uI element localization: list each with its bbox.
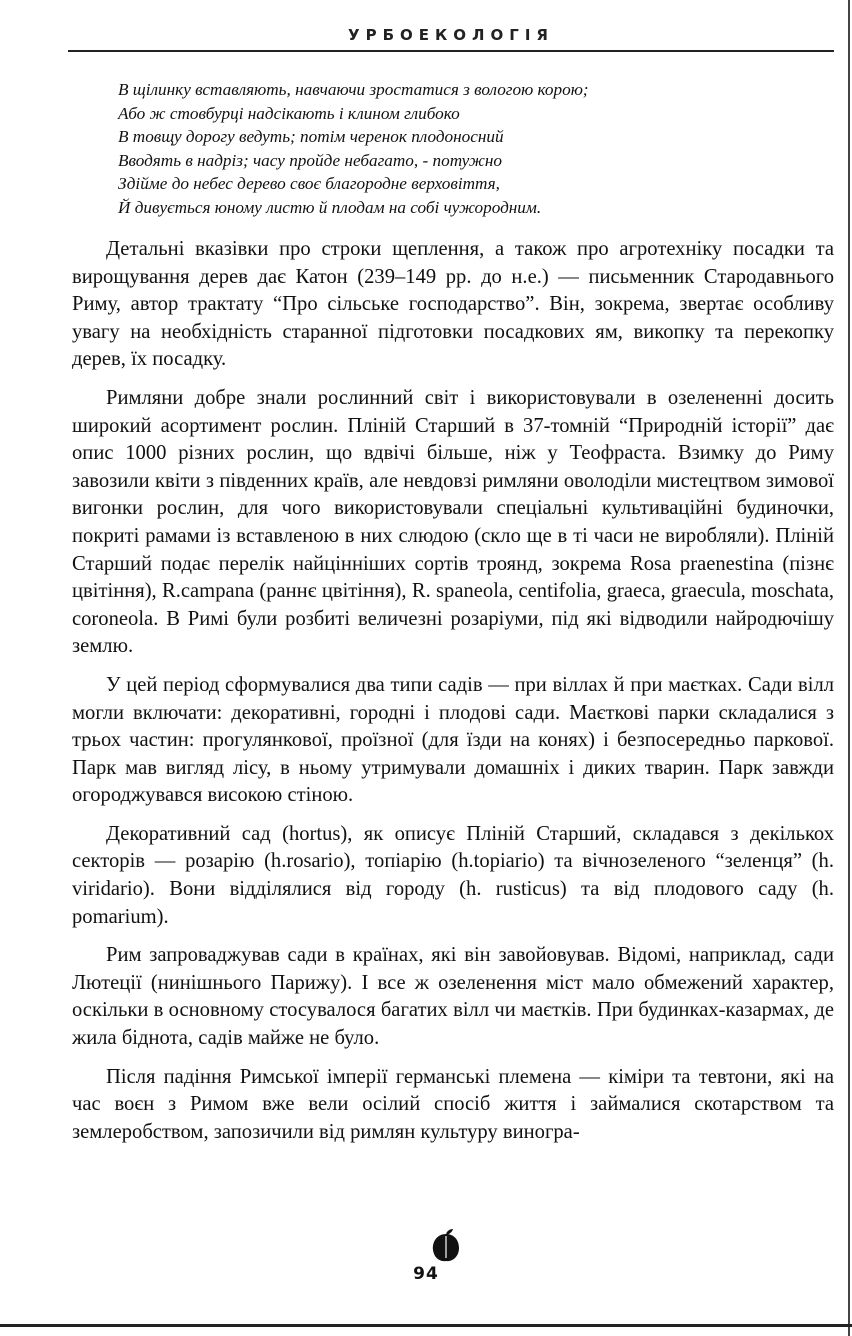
- page-number: 94: [413, 1264, 439, 1284]
- poem-epigraph: [118, 78, 778, 220]
- body-text: [72, 236, 834, 1157]
- epigraph-line: Або ж стовбурці надсікають і клином глибоко: [118, 103, 460, 123]
- epigraph-line: Й дивується юному листю й плодам на собі чужородним.: [118, 197, 542, 217]
- epigraph-line: Здійме до небес дерево своє благородне верховіття,: [118, 174, 500, 194]
- paragraph-hortus: Декоративний сад (hortus), як описує Пліній Старший, складався з декількох секторів — розарію (h.rosario), топіарію (h.topiario) та вічнозеленого “зеленця” (h. viridario). Вони відділялися від городу (h. rusticus) та від плодового саду (h. pomarium).: [72, 822, 834, 928]
- header-rule: [68, 50, 834, 52]
- paragraph-cato: Детальні вказівки про строки щеплення, а також про агротехніку посадки та вирощування дерев дає Катон (239–149 рр. до н.е.) — письменник Стародавнього Риму, автор трактату “Про сільське господарство”. Він, зокрема, звертає особливу увагу на необхідність старанної підготовки посадкових ям, викопку та перекопку дерев, їх посадку.: [72, 238, 834, 371]
- bottom-rule: [0, 1324, 852, 1327]
- leaf-ornament-icon: [429, 1228, 463, 1264]
- page-header: [68, 24, 834, 52]
- epigraph-line: В щілинку вставляють, навчаючи зростатися з вологою корою;: [118, 80, 589, 99]
- paragraph-germanic-tribes: Після падіння Римської імперії германські племена — кіміри та тевтони, які на час воєн з Римом вже вели осілий спосіб життя і займалися скотарством та землеробством, запозичили від римлян культуру виногра-: [72, 1065, 834, 1143]
- running-title: УРБОЕКОЛОГІЯ: [348, 26, 554, 44]
- epigraph-line: В товщу дорогу ведуть; потім черенок плодоносний: [118, 127, 504, 147]
- paragraph-garden-types: У цей період сформувалися два типи садів — при віллах й при маєтках. Сади вілл могли включати: декоративні, городні і плодові сади. Маєткові парки складалися з трьох частин: прогулянкової, проїзної (для їзди на конях) і безпосередньо паркової. Парк мав вигляд лісу, в ньому утримували домашніх і диких тварин. Парк завжди огороджувався високою стіною.: [72, 673, 834, 807]
- paragraph-pliny-plants: Римляни добре знали рослинний світ і використовували в озелененні досить широкий асортимент рослин. Пліній Старший в 37-томній “Природній історії” дає опис 1000 різних рослин, що вдвічі більше, ніж у Теофраста. Взимку до Риму завозили квіти з південних країв, але невдовзі римляни оволоділи мистецтвом зимової вигонки рослин, для чого використовували спеціальні культиваційні будиночки, покриті рамами із вставленою в них слюдою (скло ще в ті часи не виробляли). Пліній Старший подає перелік найцінніших сортів троянд, зокрема Rosa praenestina (пізнє цвітіння), R.campana (раннє цвітіння), R. spaneola, centifolia, graeca, graecula, moschata, coroneola. В Римі були розбиті величезні розаріуми, під які відводили найродючішу землю.: [72, 386, 834, 658]
- page-edge-line: [848, 0, 850, 1336]
- epigraph-line: Вводять в надріз; часу пройде небагато, - потужно: [118, 150, 502, 170]
- paragraph-rome-gardens: Рим запроваджував сади в країнах, які він завойовував. Відомі, наприклад, сади Лютеції (нинішнього Парижу). І все ж озеленення міст мало обмежений характер, оскільки в основному стосувалося багатих вілл чи маєтків. При будинках-казармах, де жила біднота, садів майже не було.: [72, 944, 834, 1050]
- page-footer: [0, 1228, 852, 1288]
